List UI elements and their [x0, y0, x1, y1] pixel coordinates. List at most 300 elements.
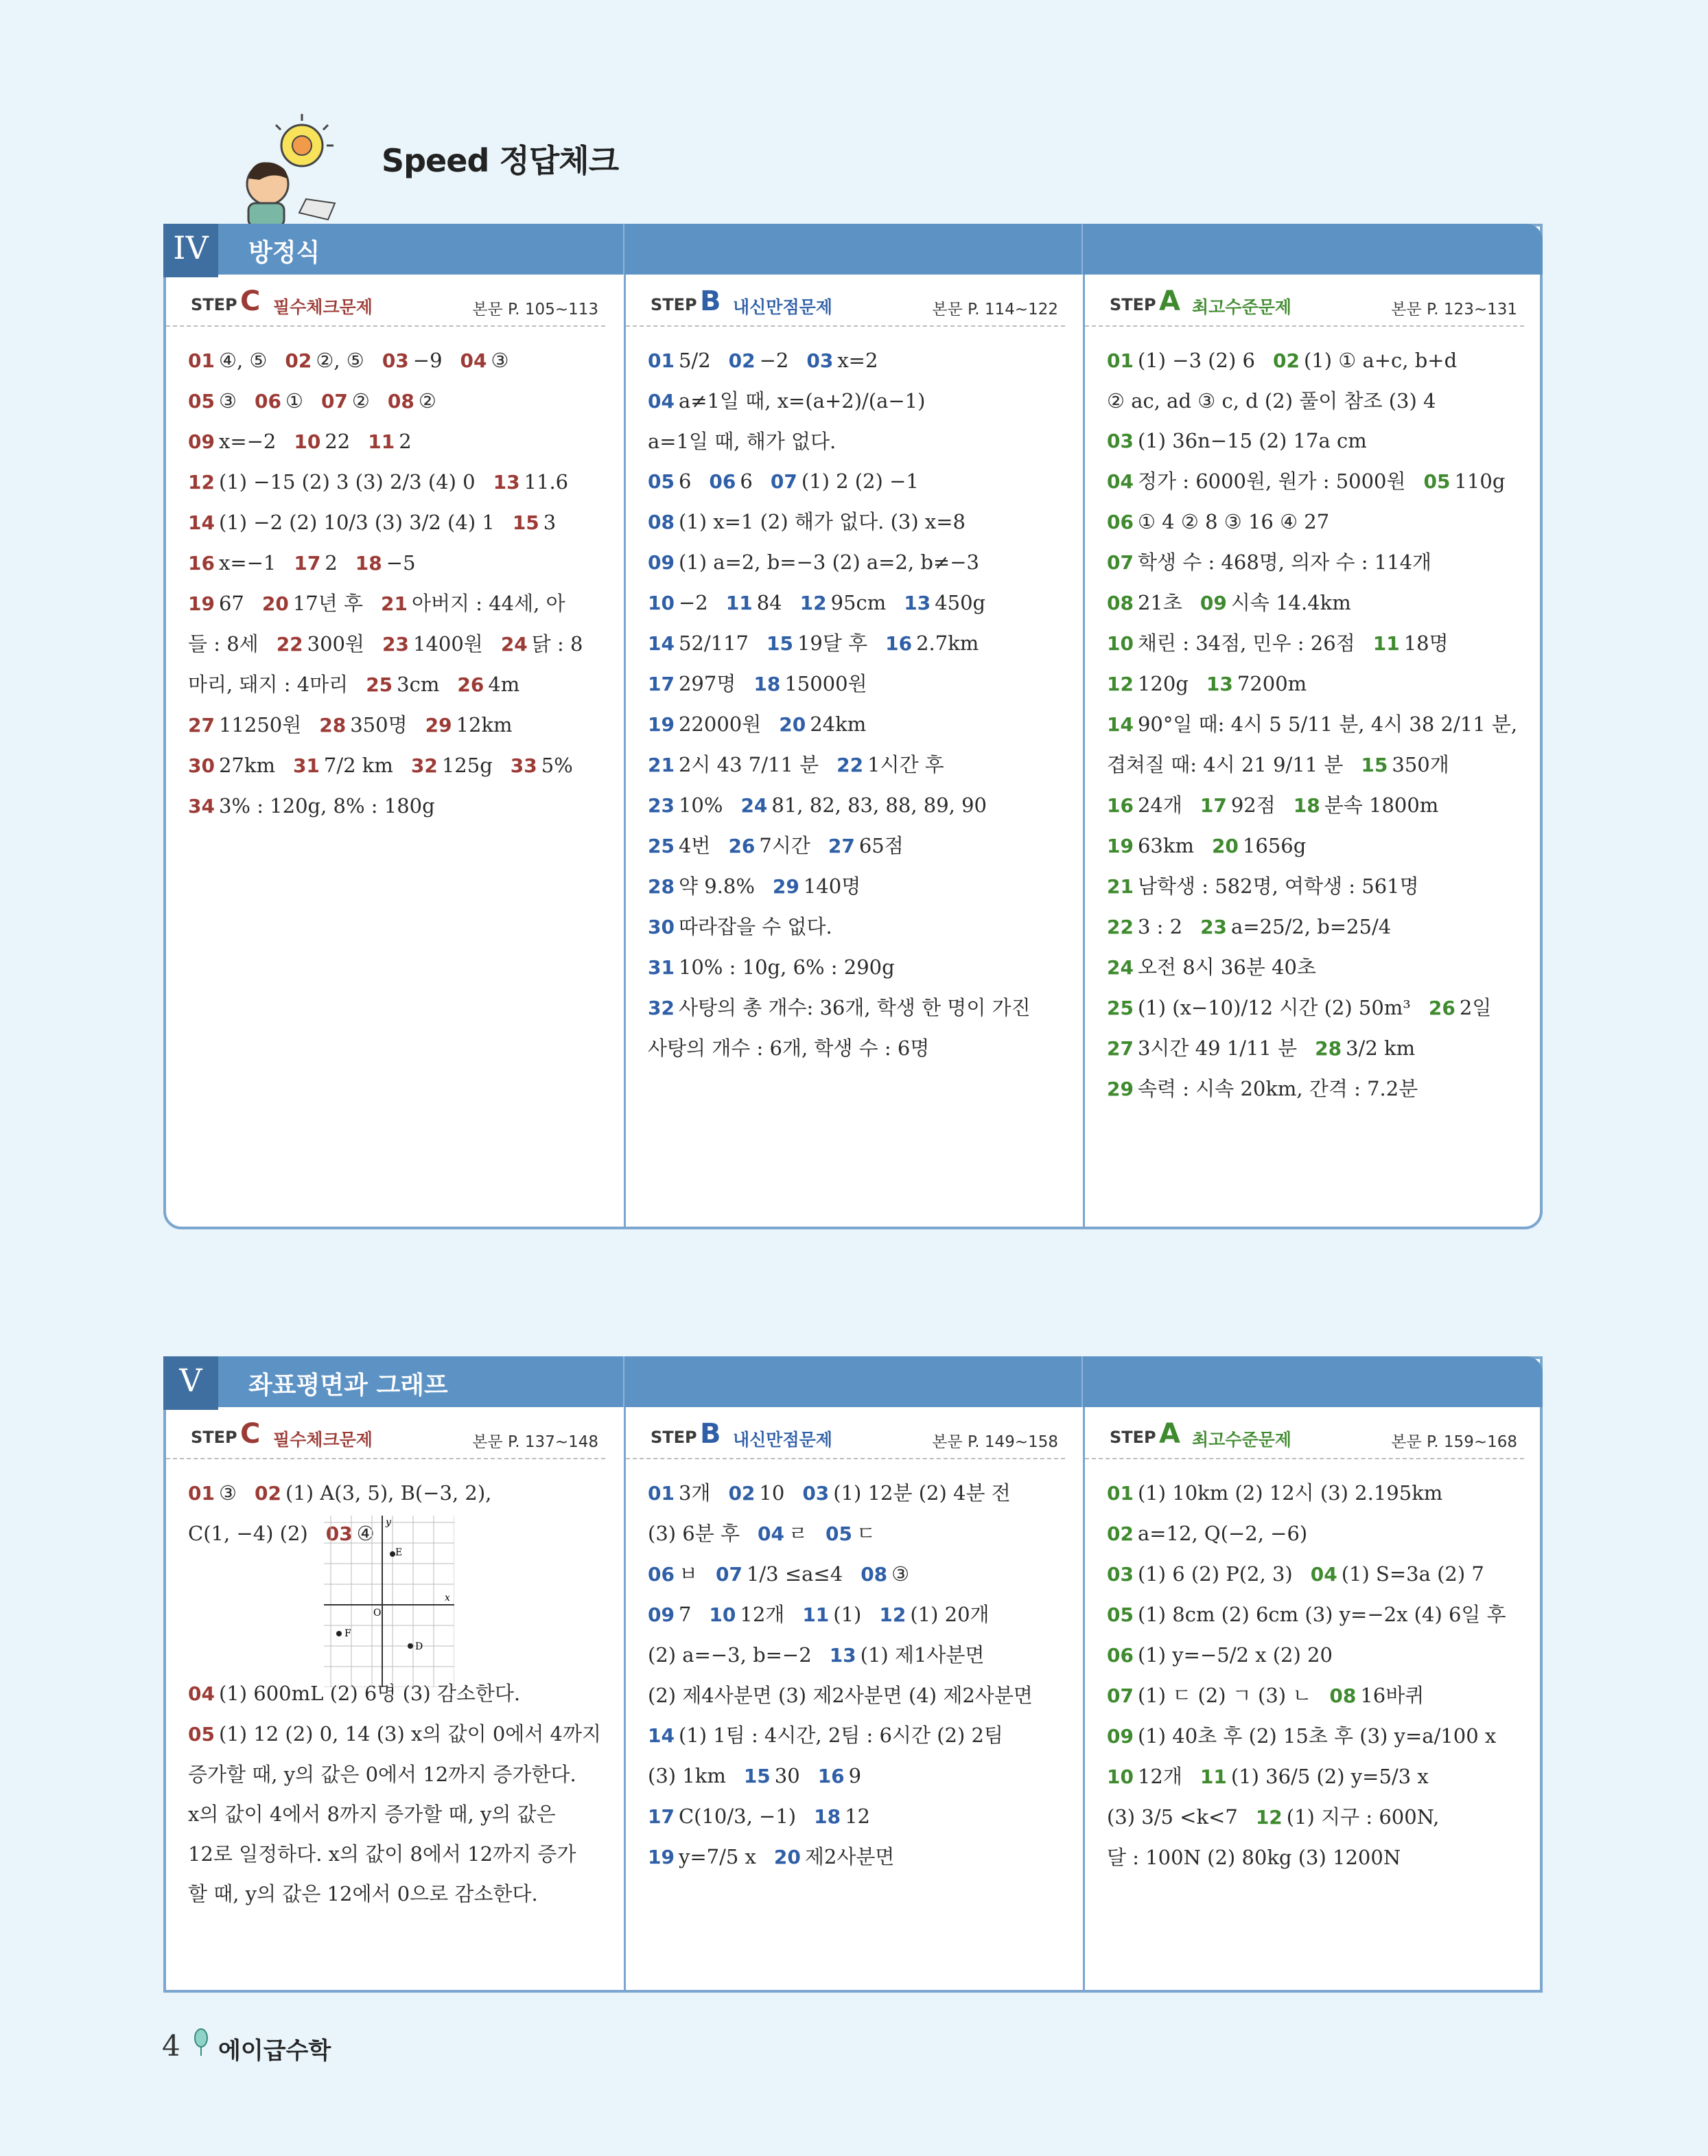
answer-line: [1107, 542, 1524, 583]
answer-number: 15: [767, 632, 793, 655]
label-f: F: [344, 1628, 351, 1639]
answer-text: ②, ⑤: [316, 349, 364, 372]
answer-number: 09: [188, 430, 215, 453]
answer-item: [188, 1522, 308, 1545]
answer-line: [188, 381, 605, 421]
answer-item: [188, 592, 244, 615]
answer-line: [648, 907, 1065, 947]
answer-text: (1) 20개: [910, 1603, 990, 1626]
answer-line: [1107, 826, 1524, 866]
answer-number: 11: [368, 430, 395, 453]
answer-item: [319, 713, 407, 737]
answer-number: 16: [885, 632, 913, 655]
answer-number: 11: [1200, 1765, 1227, 1788]
answer-line: [188, 462, 605, 502]
answer-text: (1) 12분 (2) 4분 전: [833, 1481, 1011, 1505]
answer-text: a=1일 때, 해가 없다.: [648, 430, 837, 453]
point-d: [408, 1643, 413, 1649]
answer-item: [758, 1522, 808, 1545]
answer-item: [188, 713, 301, 737]
answer-item: [188, 754, 275, 777]
answer-item: [1315, 1036, 1415, 1060]
answer-item: [188, 430, 276, 453]
step-c-column: [166, 277, 605, 826]
answer-number: 01: [188, 1482, 215, 1505]
answer-item: [802, 1481, 1010, 1505]
answer-line: [648, 866, 1065, 907]
answer-item: [355, 551, 416, 575]
answer-number: 30: [648, 916, 675, 938]
answer-text: 84: [756, 591, 782, 614]
answer-text: (1) 2 (2) −1: [801, 470, 919, 493]
answer-line: [1107, 502, 1524, 542]
answer-number: 11: [802, 1603, 830, 1626]
answer-text: (1) ㄷ (2) ㄱ (3) ㄴ: [1137, 1684, 1312, 1707]
answer-text: 증가할 때, y의 값은 0에서 12까지 증가한다.: [188, 1763, 576, 1786]
point-e: [390, 1551, 395, 1557]
answer-number: 24: [1107, 956, 1134, 979]
answer-number: 17: [648, 1805, 675, 1828]
section-equations: [163, 224, 1543, 1229]
answer-item: [1329, 1684, 1424, 1707]
answer-text: (1) 8cm (2) 6cm (3) y=−2x (4) 6일 후: [1137, 1603, 1506, 1626]
answer-number: 18: [753, 673, 781, 695]
answer-number: 03: [802, 1482, 830, 1505]
answer-text: −9: [412, 349, 443, 372]
answer-number: 22: [837, 754, 864, 776]
answer-item: [648, 430, 836, 453]
answer-number: 02: [1107, 1522, 1134, 1545]
step-label: STEP: [191, 295, 237, 314]
answer-text: y=7/5 x: [678, 1845, 756, 1868]
answer-line: [1107, 907, 1524, 947]
step-label: STEP: [1110, 1428, 1156, 1447]
answer-item: [1107, 1522, 1307, 1545]
answer-item: [709, 1603, 784, 1626]
answer-line: [188, 583, 605, 624]
answer-item: [837, 753, 944, 776]
answer-text: 52/117: [678, 631, 749, 655]
answer-line: [1107, 1757, 1524, 1797]
answer-number: 10: [294, 430, 321, 453]
answer-item: [1107, 1724, 1496, 1748]
answer-list: [626, 1459, 1065, 1877]
answer-number: 24: [500, 633, 528, 656]
answer-item: [740, 793, 987, 817]
answer-text: 12km: [456, 713, 513, 737]
answer-line: [648, 1473, 1065, 1514]
answer-item: [728, 1481, 784, 1505]
section-header: [163, 1356, 1543, 1407]
answer-item: [1107, 389, 1436, 413]
answer-number: 04: [460, 349, 487, 372]
answer-text: 1/3 ≤a≤4: [746, 1562, 843, 1586]
answer-number: 19: [648, 713, 675, 736]
answer-line: [188, 664, 605, 705]
answer-number: 17: [294, 552, 321, 575]
answer-text: ③: [491, 349, 509, 372]
answer-item: [1200, 591, 1351, 614]
answer-text: 24개: [1137, 793, 1182, 817]
answer-line: [648, 583, 1065, 623]
answer-text: 30: [774, 1764, 800, 1787]
answer-line: [648, 826, 1065, 866]
answer-number: 03: [382, 349, 409, 372]
page-reference: 본문 P. 123~131: [1391, 301, 1517, 318]
answer-number: 03: [1107, 1563, 1134, 1586]
answer-text: 2.7km: [916, 631, 979, 655]
answer-text: a≠1일 때, x=(a+2)/(a−1): [678, 389, 926, 413]
answer-item: [1311, 1562, 1484, 1586]
answer-item: [779, 712, 866, 736]
answer-item: [648, 915, 832, 938]
answer-line: [648, 1837, 1065, 1877]
answer-text: (1) −15 (2) 3 (3) 2/3 (4) 0: [218, 470, 476, 494]
answer-item: [1424, 470, 1506, 493]
answer-item: [1107, 915, 1182, 938]
answer-item: [1206, 672, 1307, 695]
answer-item: [1107, 429, 1367, 452]
answer-text: 2: [325, 551, 338, 575]
answer-item: [648, 753, 819, 776]
answer-number: 16: [817, 1765, 845, 1787]
step-a-column: [1085, 1410, 1524, 1877]
coordinate-graph: [324, 1516, 454, 1687]
answer-line: [648, 1595, 1065, 1635]
answer-item: [726, 591, 782, 614]
answer-text: 3시간 49 1/11 분: [1137, 1036, 1298, 1060]
answer-text: 15000원: [784, 672, 867, 695]
answer-text: ③: [218, 389, 237, 413]
answer-number: 01: [1107, 349, 1134, 372]
answer-number: 10: [709, 1603, 736, 1626]
answer-line: [648, 623, 1065, 664]
answer-number: 29: [1107, 1078, 1134, 1100]
answer-number: 23: [382, 633, 409, 656]
answer-text: 3cm: [397, 673, 440, 696]
answer-text: 분속 1800m: [1324, 793, 1439, 817]
answer-text: 125g: [441, 754, 493, 777]
answer-number: 13: [904, 592, 931, 614]
answer-number: 12: [188, 471, 215, 494]
answer-line: [1107, 381, 1524, 421]
answer-line: [648, 1514, 1065, 1554]
answer-line: [648, 502, 1065, 542]
answer-number: 03: [325, 1522, 353, 1545]
answer-text: ②: [351, 389, 370, 413]
step-name: 필수체크문제: [273, 297, 373, 317]
answer-item: [294, 551, 337, 575]
answer-number: 06: [254, 390, 281, 413]
answer-text: 63km: [1137, 834, 1194, 857]
answer-text: (1) y=−5/2 x (2) 20: [1137, 1643, 1333, 1667]
answer-number: 13: [1206, 673, 1233, 695]
answer-text: x=−2: [218, 430, 277, 453]
answer-text: 65점: [858, 834, 904, 857]
answer-text: ①: [285, 389, 303, 413]
answer-number: 21: [381, 592, 408, 615]
answer-text: 7: [678, 1603, 692, 1626]
answer-item: [321, 389, 370, 413]
answer-number: 32: [410, 754, 438, 777]
answer-item: [1107, 591, 1182, 614]
answer-text: 2일: [1459, 996, 1492, 1019]
answer-text: 달 : 100N (2) 80kg (3) 1200N: [1107, 1846, 1401, 1869]
answer-item: [188, 511, 495, 534]
answer-text: 350개: [1392, 753, 1449, 776]
answer-line: [648, 421, 1065, 461]
answer-item: [1107, 955, 1316, 979]
answer-text: 92점: [1230, 793, 1276, 817]
header-divider: [623, 1356, 624, 1407]
answer-text: 겹쳐질 때: 4시 21 9/11 분: [1107, 753, 1344, 776]
answer-item: [1107, 753, 1343, 776]
answer-number: 15: [743, 1765, 771, 1787]
answer-number: 20: [261, 592, 289, 615]
answer-line: [1107, 745, 1524, 785]
answer-text: ④, ⑤: [218, 349, 268, 372]
answer-number: 07: [715, 1563, 742, 1586]
answer-text: (1) x=1 (2) 해가 없다. (3) x=8: [678, 510, 966, 533]
page-reference: 본문 P. 149~158: [932, 1433, 1058, 1451]
answer-item: [513, 511, 556, 534]
page-reference: 본문 P. 114~122: [932, 301, 1058, 318]
answer-item: [381, 592, 565, 615]
header-divider: [623, 224, 624, 275]
answer-number: 13: [829, 1644, 856, 1667]
answer-text: 12로 일정하다. x의 값이 8에서 12까지 증가: [188, 1842, 576, 1866]
answer-number: 14: [648, 1724, 675, 1747]
answer-line: [188, 1473, 605, 1514]
answer-text: (1): [833, 1603, 862, 1626]
answer-text: (1) −3 (2) 6: [1137, 349, 1255, 372]
answer-text: 450g: [935, 591, 986, 614]
step-letter: A: [1159, 286, 1180, 317]
answer-number: 09: [1200, 592, 1227, 614]
answer-number: 06: [709, 470, 736, 493]
answer-text: 11.6: [524, 470, 569, 494]
answer-item: [648, 389, 925, 413]
answer-item: [382, 349, 443, 372]
page-reference: 본문 P. 137~148: [472, 1433, 598, 1451]
answer-line: [648, 1756, 1065, 1796]
step-header: [626, 1410, 1065, 1459]
answer-number: 27: [1107, 1037, 1134, 1060]
answer-item: [648, 1522, 740, 1545]
answer-number: 07: [1107, 1684, 1134, 1707]
mascot-illustration: [225, 110, 349, 227]
answer-text: 7200m: [1237, 672, 1307, 695]
answer-text: (1) 6 (2) P(2, 3): [1137, 1562, 1293, 1586]
answer-text: 7시간: [759, 834, 810, 857]
answer-item: [411, 754, 493, 777]
step-header: [166, 1410, 605, 1459]
answer-item: [1107, 712, 1517, 736]
step-letter: A: [1159, 1418, 1180, 1450]
answer-text: (3) 6분 후: [648, 1522, 740, 1545]
answer-text: 12: [845, 1805, 870, 1828]
answer-text: (2) 제4사분면 (3) 제2사분면 (4) 제2사분면: [648, 1684, 1033, 1707]
answer-text: (1) (x−10)/12 시간 (2) 50m³: [1137, 996, 1411, 1019]
answer-text: (3) 1km: [648, 1764, 726, 1787]
answer-line: [188, 1794, 605, 1834]
answer-number: 18: [355, 552, 382, 575]
answer-number: 02: [728, 1482, 756, 1505]
answer-item: [753, 672, 867, 695]
answer-line: [1107, 664, 1524, 704]
answer-text: 들 : 8세: [188, 632, 259, 656]
answer-number: 02: [1272, 349, 1300, 372]
answer-number: 13: [493, 471, 520, 494]
answer-number: 09: [648, 551, 675, 574]
step-label: STEP: [651, 295, 697, 314]
answer-item: [648, 1603, 691, 1626]
answer-line: [188, 1834, 605, 1874]
answer-text: (1) 1팀 : 4시간, 2팀 : 6시간 (2) 2팀: [678, 1724, 1003, 1747]
answer-text: 오전 8시 36분 40초: [1137, 955, 1316, 979]
answer-item: [1107, 550, 1431, 574]
answer-text: 21초: [1137, 591, 1182, 614]
header-divider: [1081, 1356, 1083, 1407]
step-header: [626, 277, 1065, 327]
answer-text: 6: [740, 470, 753, 493]
answer-item: [1107, 672, 1189, 695]
answer-number: 26: [1428, 997, 1455, 1019]
answer-item: [648, 550, 979, 574]
answer-text: 22000원: [678, 712, 762, 736]
answer-text: 남학생 : 582명, 여학생 : 561명: [1137, 874, 1419, 898]
answer-line: [188, 1754, 605, 1794]
answer-item: [648, 834, 710, 857]
answer-text: 사탕의 총 개수: 36개, 학생 한 명이 가진: [678, 996, 1031, 1019]
answer-item: [648, 955, 895, 979]
answer-item: [1107, 793, 1182, 817]
answer-number: 28: [1315, 1037, 1342, 1060]
answer-line: [1107, 461, 1524, 502]
answer-number: 25: [1107, 997, 1134, 1019]
step-header: [166, 277, 605, 327]
label-origin: O: [373, 1608, 382, 1619]
answer-item: [744, 1764, 800, 1787]
answer-text: 채린 : 34점, 민우 : 26점: [1137, 631, 1355, 655]
answer-number: 07: [1107, 551, 1134, 574]
step-header: [1085, 1410, 1524, 1459]
answer-text: ③: [218, 1481, 237, 1505]
answer-item: [1107, 1684, 1311, 1707]
answer-text: 할 때, y의 값은 12에서 0으로 감소한다.: [188, 1882, 538, 1905]
answer-text: 3% : 120g, 8% : 180g: [218, 794, 435, 818]
page-reference: 본문 P. 105~113: [472, 301, 598, 318]
answer-text: (1) 600mL (2) 6명 (3) 감소한다.: [218, 1682, 521, 1705]
answer-number: 19: [648, 1846, 675, 1868]
answer-number: 10: [648, 592, 675, 614]
answer-text: a=25/2, b=25/4: [1231, 915, 1392, 938]
answer-item: [904, 591, 985, 614]
answer-text: ㅂ: [678, 1562, 698, 1586]
answer-item: [648, 1724, 1003, 1747]
answer-line: [1107, 1635, 1524, 1676]
answer-line: [1107, 1595, 1524, 1635]
answer-text: 1400원: [413, 632, 483, 656]
answer-item: [1107, 510, 1329, 533]
answer-number: 34: [188, 795, 215, 818]
answer-number: 11: [1372, 632, 1400, 655]
answer-line: [188, 502, 605, 543]
step-letter: C: [240, 286, 261, 317]
answer-text: 300원: [307, 632, 365, 656]
answer-text: (1) 40초 후 (2) 15초 후 (3) y=a/100 x: [1137, 1724, 1497, 1748]
answer-number: 14: [188, 511, 215, 534]
answer-text: ③: [891, 1562, 910, 1586]
answer-item: [188, 389, 237, 413]
answer-text: 아버지 : 44세, 아: [411, 592, 565, 615]
answer-number: 06: [1107, 511, 1134, 533]
answer-line: [1107, 1473, 1524, 1514]
answer-text: 약 9.8%: [678, 874, 755, 898]
answer-item: [188, 632, 259, 656]
answer-number: 16: [1107, 794, 1134, 817]
answer-number: 14: [648, 632, 675, 655]
answer-item: [188, 1722, 601, 1746]
answer-line: [1107, 1514, 1524, 1554]
answer-number: 09: [1107, 1725, 1134, 1748]
answer-text: ② ac, ad ③ c, d (2) 풀이 참조 (3) 4: [1107, 389, 1436, 413]
answer-number: 25: [648, 835, 675, 857]
answer-item: [262, 592, 363, 615]
answer-number: 17: [648, 673, 675, 695]
answer-line: [1107, 988, 1524, 1028]
answer-number: 06: [648, 1563, 675, 1586]
step-b-column: [626, 1410, 1065, 1877]
answer-text: 12개: [1137, 1765, 1182, 1788]
answer-item: [1107, 1765, 1182, 1788]
answer-number: 04: [1310, 1563, 1337, 1586]
answer-item: [388, 389, 436, 413]
answer-number: 07: [320, 390, 348, 413]
answer-item: [188, 551, 276, 575]
answer-number: 23: [648, 794, 675, 817]
answer-text: (1) 36n−15 (2) 17a cm: [1137, 429, 1367, 452]
answer-line: [648, 542, 1065, 583]
answer-number: 33: [510, 754, 537, 777]
answer-text: 사탕의 개수 : 6개, 학생 수 : 6명: [648, 1036, 930, 1060]
answer-text: 7/2 km: [323, 754, 393, 777]
answer-item: [1200, 793, 1276, 817]
answer-number: 24: [740, 794, 768, 817]
answer-number: 26: [728, 835, 756, 857]
step-label: STEP: [191, 1428, 237, 1447]
balloon-icon: [194, 2028, 209, 2057]
answer-item: [648, 1764, 726, 1787]
answer-number: 29: [772, 875, 799, 898]
answer-item: [1107, 1562, 1293, 1586]
answer-text: 1656g: [1242, 834, 1307, 857]
answer-number: 28: [319, 714, 347, 737]
answer-line: [1107, 1716, 1524, 1757]
answer-line: [1107, 1838, 1524, 1877]
point-f: [336, 1631, 342, 1636]
answer-text: 95cm: [830, 591, 887, 614]
answer-number: 05: [188, 390, 215, 413]
answer-number: 01: [1107, 1482, 1134, 1505]
answer-item: [648, 349, 711, 372]
answer-number: 12: [799, 592, 827, 614]
answer-line: [188, 1874, 605, 1914]
answer-item: [188, 1481, 237, 1505]
answer-text: (1) A(3, 5), B(−3, 2),: [285, 1481, 492, 1505]
answer-text: (1) 지구 : 600N,: [1286, 1805, 1440, 1829]
answer-text: 1시간 후: [867, 753, 944, 776]
